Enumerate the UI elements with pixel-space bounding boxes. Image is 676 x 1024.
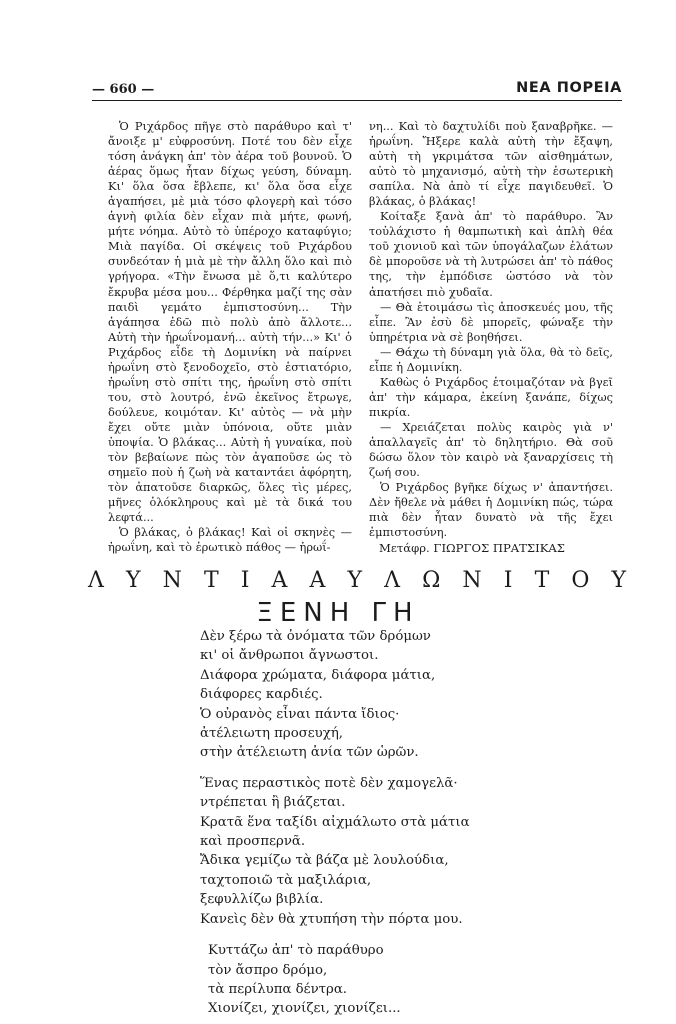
page-number: — 660 —	[92, 82, 155, 97]
header-rule	[92, 100, 622, 101]
story-paragraph: Ὁ Ριχάρδος πῆγε στὸ παράθυρο καὶ τ' ἄνοιξε μ' εὐφροσύνη. Ποτέ του δὲν εἶχε τόση ἀνάγκη ἀπ' τὸν ἀέρα τοῦ βουνοῦ. Ὁ ἀέρας ὅμως ἦταν δίχως γεύση, δύναμη. Κι' ὅλα ὅσα ἔβλεπε, κι' ὅλα ὅσα εἶχε ἀγαπήσει, μὲ μιὰ τόσο φλογερὴ καὶ τόσο ἁγνὴ φιλία δὲν εἶχαν πιὰ μήτε, φωνή, μήτε νόημα. Αὐτὸ τὸ ὑπέροχο καταφύγιο; Μιὰ παγίδα. Οἱ σκέψεις τοῦ Ριχάρδου συνδεόταν ἡ μιὰ μὲ τὴν ἄλλη ὅλο καὶ πιὸ γρήγορα. «Τὴν ἔνωσα μὲ ὅ,τι καλύτερο ἔκρυβα μέσα μου... Φέρθηκα μαζί της σὰν παιδὶ γεμάτο ἐμπιστοσύνη... Τὴν ἀγάπησα ἐδῶ πιὸ πολὺ ἀπὸ ἄλλοτε... Αὐτὴ τὴν ἡρωΐνομανή... αὐτὴ τήν...» Κι' ὁ Ριχάρδος εἶδε τὴ Δομινίκη νὰ παίρνει ἡρωΐνη στὸ ξενοδοχεῖο, στὸ ἑστιατόριο, ἡρωΐνη στὸ σπίτι της, ἡρωΐνη στὸ σπίτι του, στὸ λουτρό, ἐνῶ ἐκεῖνος ἔτρωγε, δούλευε, κοιμόταν. Κι' αὐτὸς — νὰ μὴν ἔχει οὔτε μιὰν ὑπόνοια, οὔτε μιὰν ὑποψία. Ὁ βλάκας... Αὐτὴ ἡ γυναίκα, ποὺ τὸν βεβαίωνε πὼς τὸν ἀγαποῦσε ὡς τὸ σημεῖο ποὺ ἡ ζωὴ νὰ καταντάει ἀφόρητη, τὸν ἀπατοῦσε διαρκῶς, ὅλες τὶς μέρες, μῆνες ὁλόκληρους καὶ μὲ τὰ δικά του λεφτά...	[108, 119, 352, 525]
page-header	[92, 80, 622, 102]
poem-line: καὶ προσπερνᾶ.	[200, 834, 306, 850]
poem-body	[200, 627, 470, 1019]
story-paragraph: — Θὰ ἑτοιμάσω τὶς ἀποσκευές μου, τῆς εἶπε. Ἂν ἐσὺ δὲ μπορεῖς, φώναξε τὴν ὑπηρέτρια νὰ σὲ βοηθήσει.	[369, 299, 613, 344]
poem-line: κι' οἱ ἄνθρωποι ἄγνωστοι.	[200, 648, 379, 664]
poem-line: Χιονίζει, χιονίζει, χιονίζει...	[208, 1001, 401, 1017]
poem-line: Ἕνας περαστικὸς ποτὲ δὲν χαμογελᾶ·	[200, 775, 458, 791]
poem-line: ἀτέλειωτη προσευχή,	[200, 726, 344, 742]
poem-line: τὰ περίλυπα δέντρα.	[208, 981, 348, 997]
journal-name: ΝΕΑ ΠΟΡΕΙΑ	[516, 80, 622, 96]
story-paragraph: νη... Καὶ τὸ δαχτυλίδι ποὺ ξαναβρῆκε. — ἡρωΐνη. Ἤξερε καλὰ αὐτὴ τὴν ἔξαψη, αὐτὴ τὴ γκριμάτσα τῶν αἰσθημάτων, αὐτὸ τὸ μηχανισμό, αὐτὴ τὴν ἐσωτερικὴ σαπίλα. Νὰ ἀπὸ τί εἶχε παγιδευθεῖ. Ὁ βλάκας, ὁ βλάκας!	[369, 119, 613, 209]
story-paragraph: — Θάχω τὴ δύναμη γιὰ ὅλα, θὰ τὸ δεῖς, εἶπε ἡ Δομινίκη.	[369, 344, 613, 374]
poem-line: Κρατᾶ ἕνα ταξίδι αἰχμάλωτο στὰ μάτια	[200, 814, 470, 830]
poem-line: Κανεὶς δὲν θὰ χτυπήση τὴν πόρτα μου.	[200, 911, 463, 927]
poem-line: τὸν ἄσπρο δρόμο,	[208, 962, 328, 978]
poem-line: Ὁ οὐρανὸς εἶναι πάντα ἴδιος·	[200, 706, 400, 722]
poem-line: διάφορες καρδιές.	[200, 687, 323, 703]
poem-stanza	[200, 627, 470, 763]
poem-line: ξεφυλλίζω βιβλία.	[200, 892, 324, 908]
poem-line: στὴν ἀτέλειωτη ἀνία τῶν ὡρῶν.	[200, 745, 419, 761]
poem-stanza	[200, 774, 470, 929]
story-paragraph: Κοίταξε ξανὰ ἀπ' τὸ παράθυρο. Ἂν τοὐλάχιστο ἡ θαμπωτικὴ καὶ ἁπλὴ θέα τοῦ χιονιοῦ καὶ τῶν ὑπογάλαζων ἐλάτων δὲ μποροῦσε νὰ τὴ λυτρώσει ἀπ' τὸ πάθος της, τὴν ἐμπόδισε ὡστόσο νὰ τὸν ἀπατήσει πιὸ χυδαῖα.	[369, 209, 613, 299]
poem-line: Διάφορα χρώματα, διάφορα μάτια,	[200, 667, 436, 683]
story-paragraph: Ὁ βλάκας, ὁ βλάκας! Καὶ οἱ σκηνὲς — ἡρωΐνη, καὶ τὸ ἐρωτικὸ πάθος — ἡρωΐ-	[108, 525, 352, 555]
story-right-column	[369, 119, 613, 556]
poem-title: ΞΕΝΗ ΓΗ	[256, 598, 420, 628]
poem-stanza	[200, 941, 470, 1019]
poem-line: Δὲν ξέρω τὰ ὀνόματα τῶν δρόμων	[200, 629, 431, 644]
poem-line: ταχτοποιῶ τὰ μαξιλάρια,	[200, 872, 372, 888]
poem-line: Ἄδικα γεμίζω τὰ βάζα μὲ λουλούδια,	[200, 853, 449, 869]
poet-name: Λ Υ Ν Τ Ι Α Α Υ Λ Ω Ν Ι Τ Ο Υ	[88, 568, 626, 593]
story-paragraph: — Χρειάζεται πολὺς καιρὸς γιὰ ν' ἀπαλλαγεῖς ἀπ' τὸ δηλητήριο. Θὰ σοῦ δώσω ὅλον τὸν καιρὸ νὰ ξαναρχίσεις τὴ ζωή σου.	[369, 419, 613, 480]
poem-line: ντρέπεται ἢ βιάζεται.	[200, 795, 346, 811]
story-paragraph: Ὁ Ριχάρδος βγῆκε δίχως ν' ἀπαντήσει. Δὲν ἤθελε νὰ μάθει ἡ Δομινίκη πώς, τώρα πιὰ δὲν ἦταν δυνατὸ νὰ τῆς ἔχει ἐμπιστοσύνη.	[369, 480, 613, 540]
poem-line: Κυττάζω ἀπ' τὸ παράθυρο	[208, 943, 384, 959]
translator-credit: Μετάφρ. ΓΙΩΡΓΟΣ ΠΡΑΤΣΙΚΑΣ	[379, 541, 565, 556]
story-paragraph: Καθὼς ὁ Ριχάρδος ἑτοιμαζόταν νὰ βγεῖ ἀπ' τὴν κάμαρα, ἐκείνη ξανάπε, δίχως πικρία.	[369, 374, 613, 419]
story-left-column	[108, 119, 352, 555]
